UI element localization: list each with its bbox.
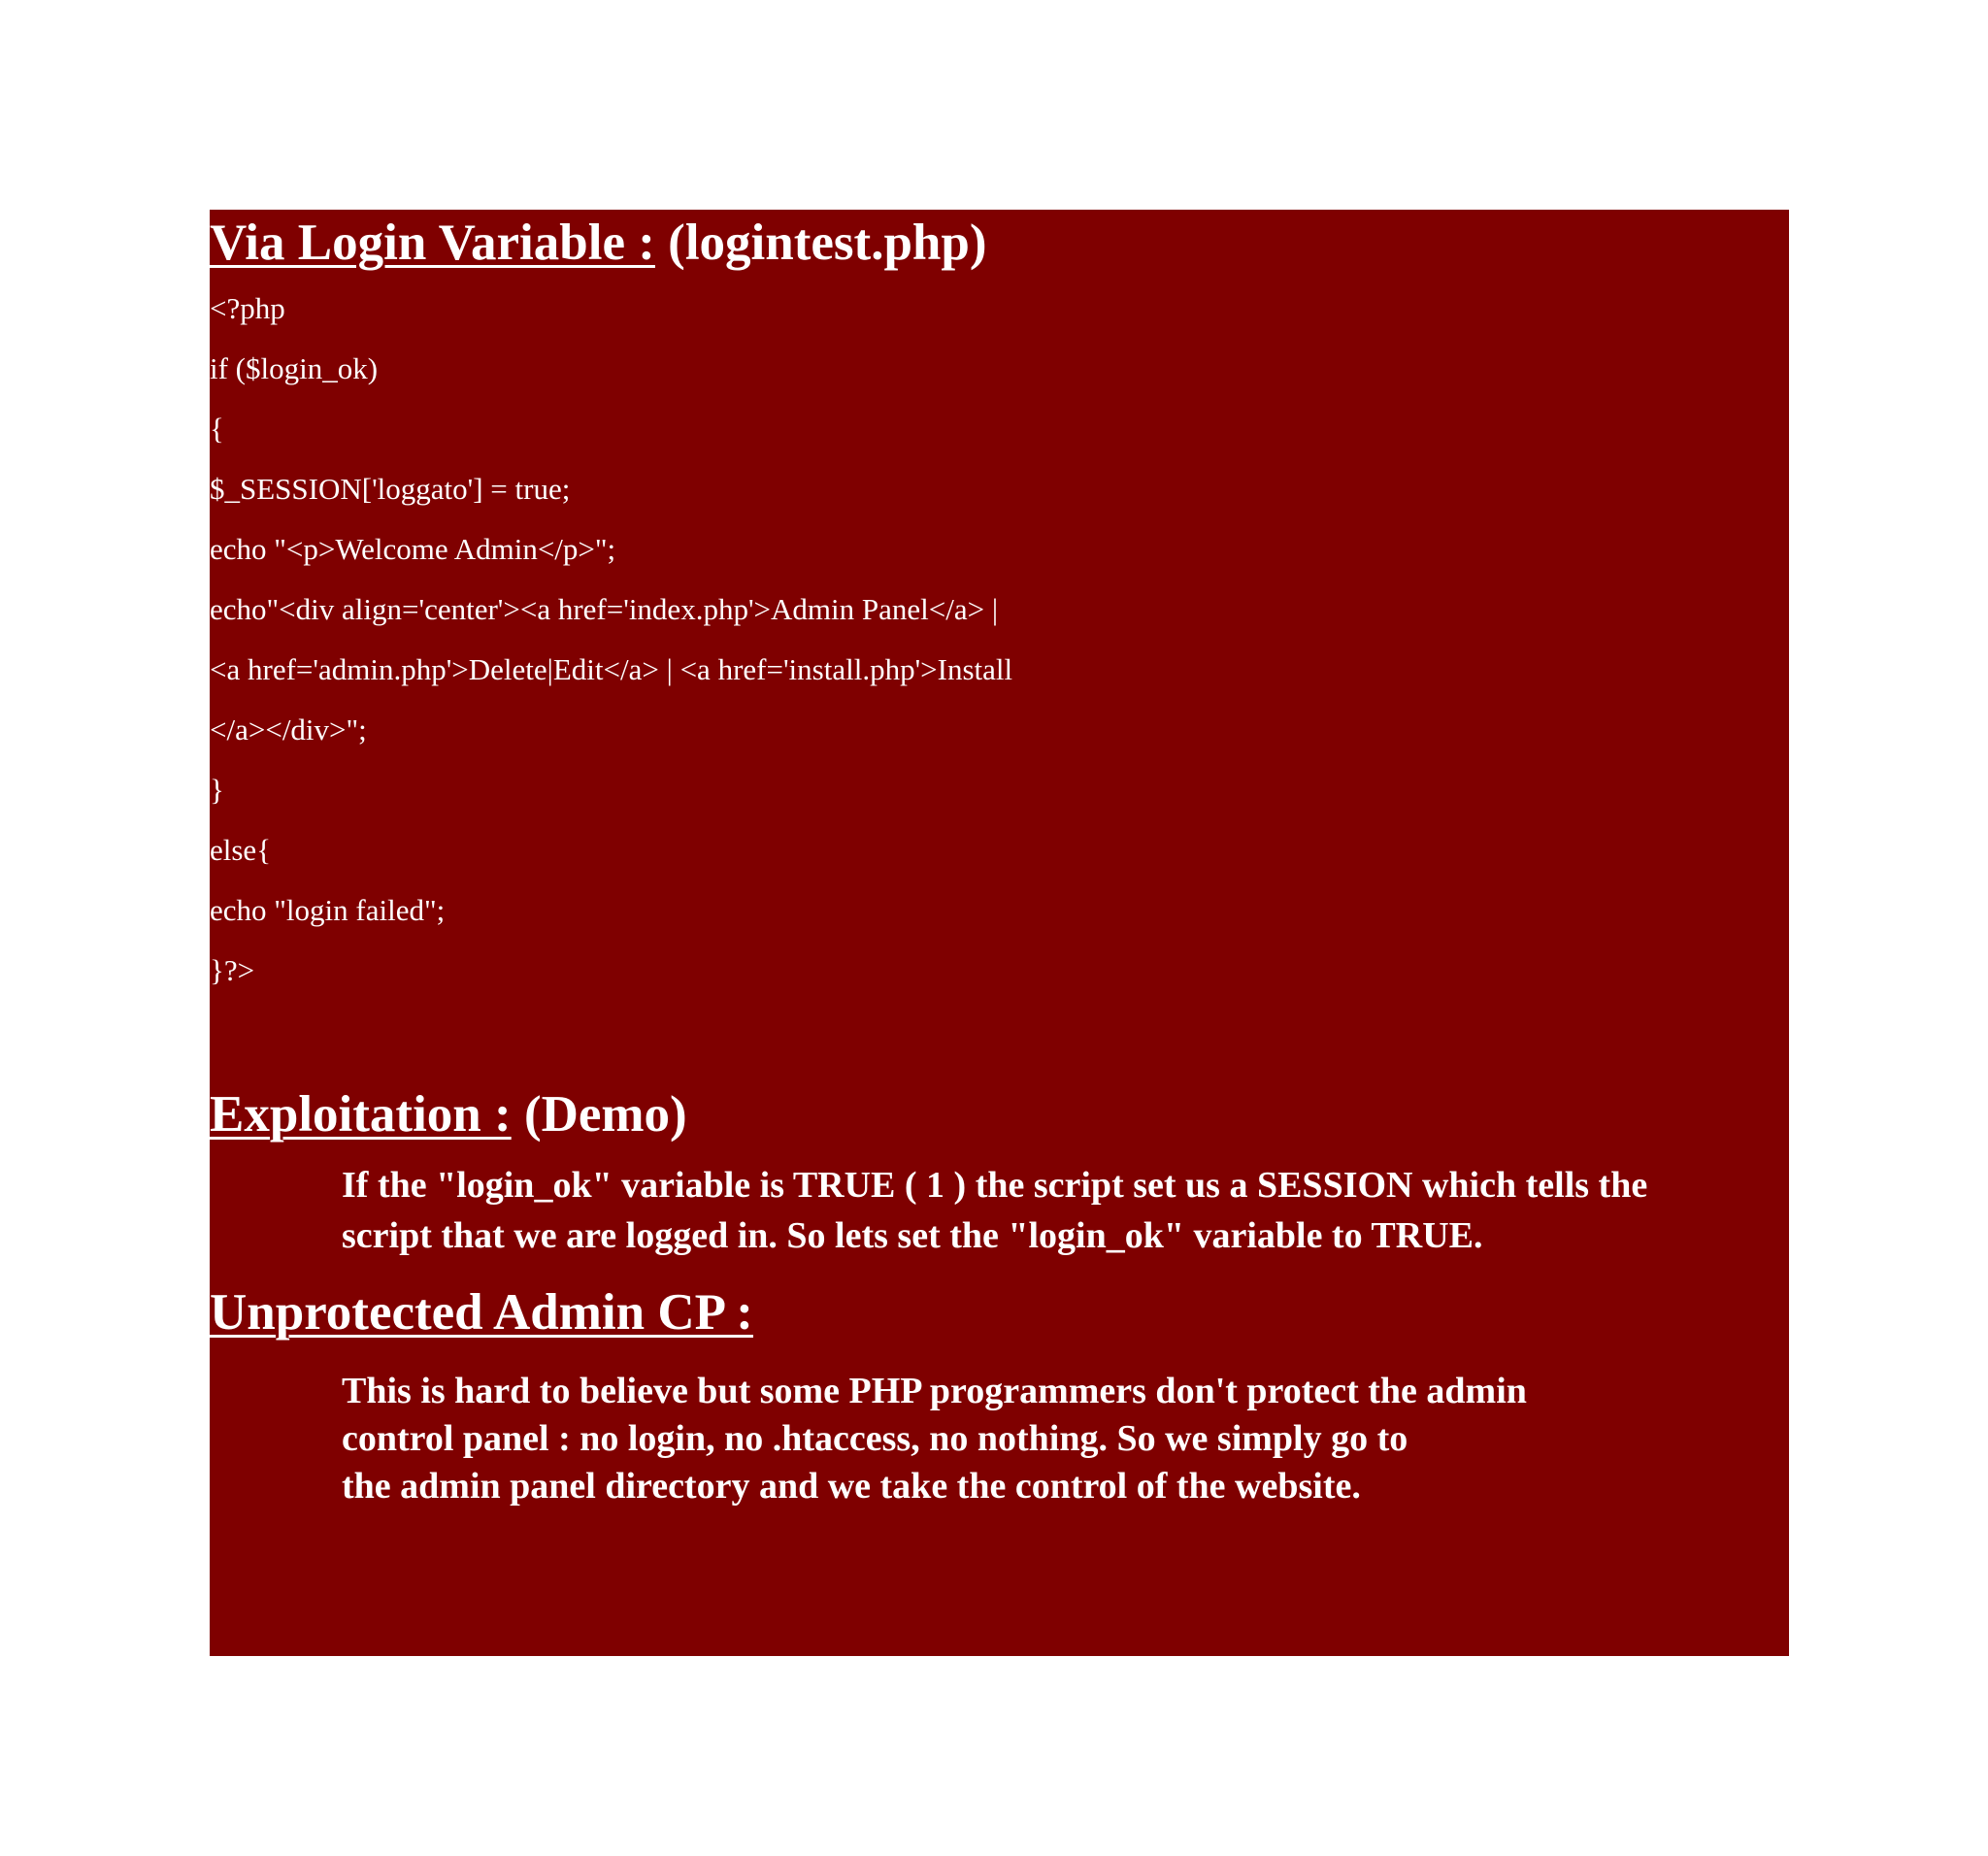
- code-line: }?>: [210, 953, 255, 987]
- admin-cp-text-line: the admin panel directory and we take the control of the website.: [342, 1466, 1361, 1507]
- heading-rest-part: (Demo): [511, 1086, 687, 1143]
- code-line: if ($login_ok): [210, 351, 379, 385]
- section-heading-exploitation: [210, 1086, 687, 1143]
- heading-underlined-part: Via Login Variable :: [210, 215, 655, 271]
- heading-underlined-part: Exploitation :: [210, 1086, 512, 1143]
- heading-underlined-part: Unprotected Admin CP :: [210, 1284, 753, 1341]
- heading-rest-part: (logintest.php): [654, 215, 987, 271]
- code-line: <a href='admin.php'>Delete|Edit</a> | <a href='install.php'>Install: [210, 652, 1013, 686]
- admin-cp-text-line: control panel : no login, no .htaccess, no nothing. So we simply go to: [342, 1418, 1408, 1459]
- code-line: $_SESSION['loggato'] = true;: [210, 472, 571, 506]
- code-line: }: [210, 773, 224, 807]
- exploitation-text-line: If the "login_ok" variable is TRUE ( 1 ) the script set us a SESSION which tells the: [342, 1165, 1648, 1206]
- code-line: <?php: [210, 291, 285, 325]
- code-line: echo"<div align='center'><a href='index.php'>Admin Panel</a> |: [210, 592, 999, 626]
- code-line: echo "<p>Welcome Admin</p>";: [210, 532, 616, 566]
- code-line: echo "login failed";: [210, 893, 446, 927]
- code-line: {: [210, 412, 224, 446]
- section-heading-unprotected-admin-cp: [210, 1284, 753, 1341]
- exploitation-text-line: script that we are logged in. So lets set the "login_ok" variable to TRUE.: [342, 1215, 1483, 1256]
- admin-cp-text-line: This is hard to believe but some PHP programmers don't protect the admin: [342, 1371, 1527, 1411]
- slide-panel: [210, 210, 1789, 1656]
- section-heading-login-variable: [210, 217, 987, 269]
- code-line: else{: [210, 833, 272, 867]
- code-line: </a></div>";: [210, 713, 367, 746]
